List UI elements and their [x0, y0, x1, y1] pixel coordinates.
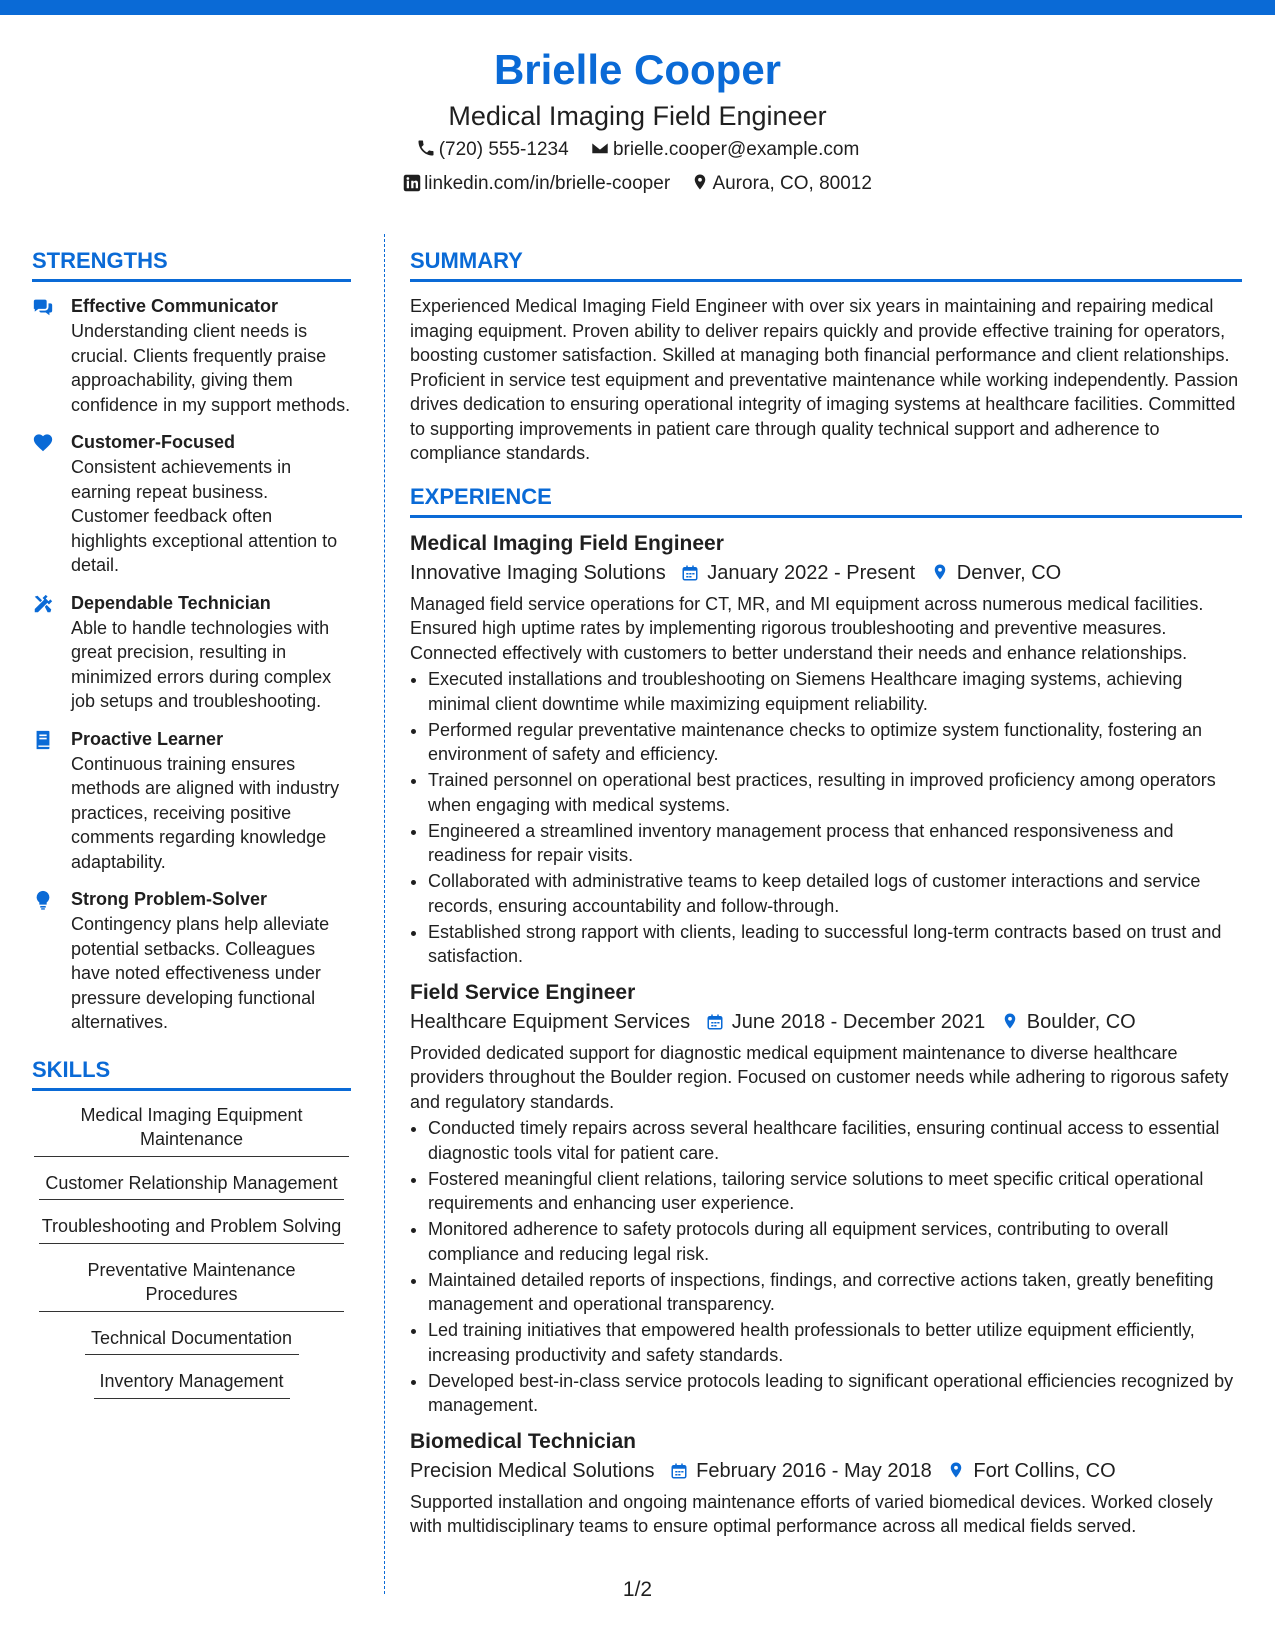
bullet-item: • Established strong rapport with clients, leading to successful long-term contracts based on trust and satisfaction.: [428, 920, 1242, 969]
strength-item: [32, 430, 351, 578]
job-dates-text: June 2018 - December 2021: [731, 1010, 986, 1033]
contact-row-2: [0, 168, 1275, 200]
phone-contact: [416, 134, 569, 166]
calendar-icon: [670, 1462, 688, 1480]
linkedin-text: linkedin.com/in/brielle-cooper: [424, 173, 671, 194]
job-entry: [410, 979, 1242, 1418]
bullet-item: • Conducted timely repairs across several healthcare facilities, ensuring continual access to essential diagnostic tools vital for patient care.: [428, 1116, 1242, 1165]
map-pin-icon: [947, 1460, 965, 1480]
email-text: brielle.cooper@example.com: [612, 139, 860, 160]
calendar-icon: [706, 1013, 724, 1031]
job-description: Managed field service operations for CT, MR, and MI equipment across numerous medical facilities. Ensured high uptime rates by implementing rigorous troubleshooting and preventive measures. Connected effectively with customers to better understand their needs and enhance relationships.: [410, 593, 1204, 663]
strength-title: Proactive Learner: [71, 728, 224, 749]
skill-item: Medical Imaging Equipment Maintenance: [34, 1103, 349, 1157]
book-icon: [32, 729, 54, 751]
job-description: Supported installation and ongoing maintenance efforts of varied biomedical devices. Worked closely with multidisciplinary teams to ensure optimal performance across all medical fields served.: [410, 1491, 1213, 1536]
page-number: 1/2: [622, 1578, 653, 1601]
strength-item: [32, 887, 351, 1035]
chat-bubbles-icon: [32, 296, 54, 318]
map-pin-icon: [691, 172, 709, 192]
job-meta: [410, 1007, 1242, 1037]
tools-icon: [32, 593, 54, 615]
job-description: Provided dedicated support for diagnostic medical equipment maintenance to diverse healthcare providers throughout the Boulder region. Focused on customer needs while adhering to rigorous safety and regulatory standards.: [410, 1042, 1229, 1112]
strength-title: Strong Problem-Solver: [71, 889, 268, 909]
map-pin-icon: [1001, 1011, 1019, 1031]
summary-text: Experienced Medical Imaging Field Engineer with over six years in maintaining and repairing medical imaging equipment. Proven ability to deliver repairs quickly and provide effective training for operators, boosting customer satisfaction. Skilled at managing both financial performance and client relationships. Proficient in service test equipment and preventative maintenance while working independently. Passion drives dedication to ensuring operational integrity of imaging systems at healthcare facilities. Committed to supporting improvements in patient care through quality technical support and adherence to compliance standards.: [410, 296, 1239, 463]
bullet-item: • Collaborated with administrative teams to keep detailed logs of customer interactions and service records, ensuring accountability and follow-through.: [428, 869, 1242, 918]
calendar-icon: [681, 564, 699, 582]
location-contact: [691, 168, 871, 200]
skill-item: Preventative Maintenance Procedures: [39, 1258, 344, 1312]
top-accent-bar: [0, 0, 1275, 15]
job-company: Healthcare Equipment Services: [410, 1010, 691, 1033]
phone-text: (720) 555-1234: [438, 139, 569, 160]
job-location: [931, 558, 1061, 588]
job-dates: [681, 558, 915, 588]
linkedin-icon: [403, 174, 421, 192]
bullet-item: • Engineered a streamlined inventory management process that enhanced responsiveness and readiness for repair visits.: [428, 819, 1242, 868]
job-title: Field Service Engineer: [410, 980, 636, 1004]
candidate-title: Medical Imaging Field Engineer: [448, 101, 827, 131]
linkedin-contact[interactable]: [403, 168, 670, 200]
summary-heading: SUMMARY: [410, 246, 1242, 282]
bullet-item: • Maintained detailed reports of inspections, findings, and corrective actions taken, greatly benefiting management and operational transparency.: [428, 1268, 1242, 1317]
strength-desc: Continuous training ensures methods are aligned with industry practices, receiving positive comments regarding knowledge adaptability.: [71, 753, 340, 872]
strengths-heading: STRENGTHS: [32, 246, 351, 282]
job-location: [947, 1456, 1115, 1486]
job-dates: [706, 1007, 986, 1037]
bullet-item: • Trained personnel on operational best practices, resulting in improved proficiency among operators when engaging with medical systems.: [428, 768, 1242, 817]
bullet-item: • Monitored adherence to safety protocols during all equipment services, contributing to overall compliance and reducing legal risk.: [428, 1217, 1242, 1266]
strength-title: Dependable Technician: [71, 592, 271, 613]
strength-title: Customer-Focused: [71, 432, 236, 452]
strength-desc: Consistent achievements in earning repeat business. Customer feedback often highlights exceptional attention to detail.: [71, 457, 338, 575]
job-entry: [410, 1428, 1242, 1539]
lightbulb-icon: [32, 889, 54, 911]
job-bullets: [410, 667, 1242, 969]
location-text: Aurora, CO, 80012: [712, 173, 872, 194]
job-meta: [410, 558, 1242, 588]
contact-row-1: [0, 134, 1275, 166]
job-location: [1001, 1007, 1136, 1037]
bullet-item: • Led training initiatives that empowered health professionals to better utilize equipment efficiently, increasing productivity and safety standards.: [428, 1318, 1242, 1367]
strength-item: [32, 727, 351, 875]
bullet-item: • Performed regular preventative maintenance checks to optimize system functionality, fostering an environment of safety and efficiency.: [428, 718, 1242, 767]
job-title: Biomedical Technician: [410, 1429, 637, 1453]
right-column: [410, 246, 1242, 1549]
left-column: [32, 246, 351, 1413]
job-company: Precision Medical Solutions: [410, 1459, 655, 1482]
map-pin-icon: [931, 562, 949, 582]
job-title: Medical Imaging Field Engineer: [410, 531, 724, 555]
job-location-text: Boulder, CO: [1026, 1010, 1136, 1033]
column-divider: [384, 234, 385, 1594]
skills-heading: SKILLS: [32, 1055, 351, 1091]
email-contact[interactable]: [590, 134, 859, 166]
skill-item: Inventory Management: [94, 1369, 290, 1399]
candidate-name: Brielle Cooper: [493, 46, 782, 93]
job-meta: [410, 1456, 1242, 1486]
bullet-item: • Executed installations and troubleshooting on Siemens Healthcare imaging systems, achieving minimal client downtime while maximizing equipment reliability.: [428, 667, 1242, 716]
skills-list: [32, 1103, 351, 1399]
strength-desc: Understanding client needs is crucial. Clients frequently praise approachability, giving them confidence in my support methods.: [71, 321, 351, 415]
job-bullets: [410, 1116, 1242, 1418]
strength-title: Effective Communicator: [71, 296, 279, 316]
job-location-text: Fort Collins, CO: [973, 1459, 1116, 1482]
skill-item: Customer Relationship Management: [39, 1171, 344, 1201]
bullet-item: • Fostered meaningful client relations, tailoring service solutions to meet specific critical operational requirements and enhancing user experience.: [428, 1167, 1242, 1216]
skill-item: Technical Documentation: [85, 1326, 299, 1356]
phone-icon: [416, 138, 436, 158]
job-dates-text: February 2016 - May 2018: [696, 1459, 932, 1482]
job-dates-text: January 2022 - Present: [707, 561, 916, 584]
job-entry: [410, 530, 1242, 969]
skill-item: Troubleshooting and Problem Solving: [39, 1214, 344, 1244]
envelope-icon: [590, 138, 610, 158]
job-company: Innovative Imaging Solutions: [410, 561, 666, 584]
bullet-item: • Developed best-in-class service protocols leading to significant operational efficiencies recognized by management.: [428, 1369, 1242, 1418]
strength-item: [32, 294, 351, 417]
job-location-text: Denver, CO: [956, 561, 1062, 584]
job-dates: [670, 1456, 932, 1486]
heart-icon: [32, 432, 54, 454]
strength-desc: Able to handle technologies with great precision, resulting in minimized errors during complex job setups and troubleshooting.: [71, 617, 332, 711]
strength-desc: Contingency plans help alleviate potential setbacks. Colleagues have noted effectiveness under pressure developing functional alternatives.: [71, 914, 330, 1032]
experience-heading: EXPERIENCE: [410, 482, 1242, 518]
resume-header: [0, 40, 1275, 200]
strength-item: [32, 591, 351, 714]
